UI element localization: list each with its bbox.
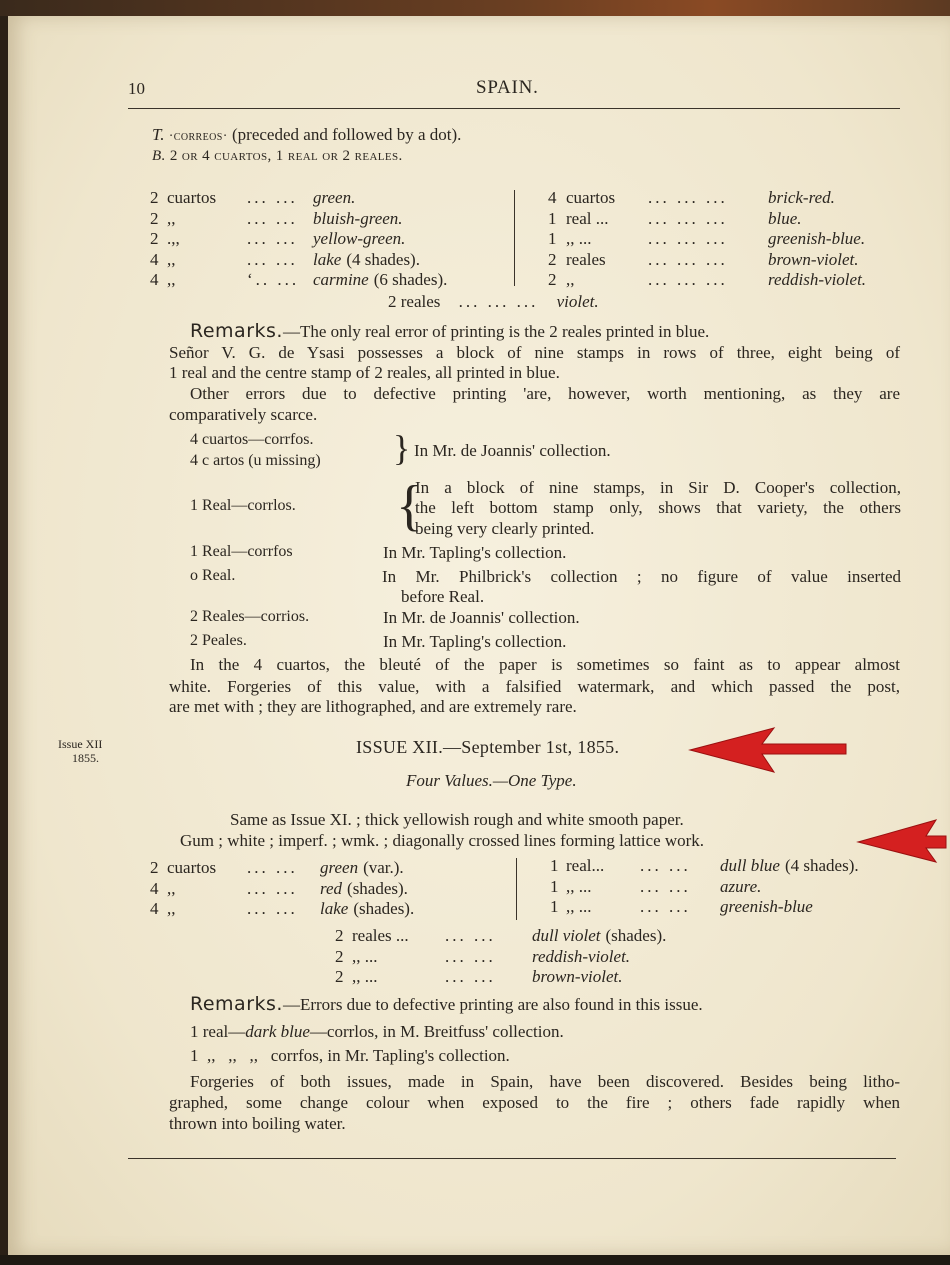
page-number: 10 [128, 79, 145, 98]
table1-left-row-leader-dots: ‘.. ... [247, 270, 300, 289]
remarks2-line1 [190, 993, 703, 1015]
table2-left-row-unit: ,, [167, 899, 176, 918]
error-note: In a block of nine stamps, in Sir D. Cooper's collection, [415, 478, 901, 497]
table2-left-row-leader-dots: ... ... [247, 858, 298, 877]
bleute-line3: are met with ; they are lithographed, and are extremely rare. [169, 697, 577, 716]
table2-left-row-leader-dots: ... ... [247, 878, 298, 898]
table1-left-row-unit: .,, [167, 229, 180, 248]
table2-bottom-row-color: dull violet [532, 926, 601, 945]
table2-left-row-color: green [320, 858, 359, 877]
remarks1-line3: 1 real and the centre stamp of 2 reales, all printed in blue. [169, 363, 560, 382]
table2-right-row-unit: ,, ... [566, 876, 592, 896]
table2-left-row-qty: 4 [150, 878, 159, 898]
table1-right-row-color: blue. [768, 208, 802, 228]
table2-left-row-note: (var.). [363, 858, 404, 877]
table1-left-row-color: green. [313, 188, 356, 207]
table1-left-row-qty: 2 [150, 188, 159, 207]
error-label: 2 Peales. [190, 632, 247, 649]
table2-left-row-qty: 4 [150, 899, 159, 918]
error-label: 1 Real—corrfos [190, 543, 293, 560]
table2-right-row-note: (4 shades). [784, 856, 859, 875]
leader-dots: ... ... ... [458, 292, 539, 311]
remarks1-line5: comparatively scarce. [169, 405, 318, 424]
error-label: 4 c artos (u missing) [190, 452, 321, 469]
table2-bottom-row-qty: 2 [335, 926, 344, 945]
red-arrow-2 [856, 818, 948, 864]
table2-bottom-row-unit: ,, ... [352, 946, 378, 966]
intro-b-line [152, 148, 403, 165]
error-label: 4 cuartos—corrfos. [190, 431, 314, 448]
table2-bottom-row-leader-dots: ... ... [445, 946, 496, 966]
table2-left-row-unit: cuartos [167, 858, 217, 877]
table1-left-row-note: (4 shades). [346, 249, 420, 269]
t-correos: ·correos· [168, 129, 228, 144]
table2-divider [516, 858, 517, 920]
error-note: being very clearly printed. [415, 519, 595, 538]
table1-right-row-unit: cuartos [566, 188, 616, 207]
table2-right-row-qty: 1 [550, 876, 559, 896]
table1-left-row-qty: 4 [150, 270, 159, 289]
t-label: T. [152, 125, 165, 144]
error-note: In Mr. Tapling's collection. [383, 543, 567, 562]
table2-right-row-qty: 1 [550, 856, 559, 875]
bleute-line2: white. Forgeries of this value, with a falsified watermark, and which passed the post, [169, 677, 900, 696]
table1-right-row-qty: 1 [548, 229, 557, 248]
table1-left-row-qty: 4 [150, 249, 159, 269]
error-note: In Mr. de Joannis' collection. [383, 608, 580, 627]
table1-right-row-unit: ,, [566, 270, 575, 289]
table2-right-row-unit: ,, ... [566, 897, 592, 916]
table2-left-row-note: (shades). [347, 878, 408, 898]
table1-right-row-color: greenish-blue. [768, 229, 866, 248]
error-note: In Mr. de Joannis' collection. [414, 441, 611, 460]
b-label: B. [152, 148, 166, 164]
table2-bottom-row-note: (shades). [605, 926, 667, 945]
remarks-heading: Remarks. [190, 993, 283, 1015]
table2-bottom-row-qty: 2 [335, 946, 344, 966]
table1-right-row-qty: 2 [548, 270, 557, 289]
table1-right-row-unit: reales [566, 249, 606, 269]
item1-pre: 1 real— [190, 1022, 246, 1041]
bleute-line1: In the 4 cuartos, the bleuté of the paper is sometimes so faint as to appear almost [190, 655, 900, 674]
table1-right-row-leader-dots: ... ... ... [648, 229, 728, 248]
item1-italic: dark blue [245, 1022, 310, 1041]
table2-left-row-color: red [320, 878, 343, 898]
table2-left-row-qty: 2 [150, 858, 159, 877]
table2-right-row-color: dull blue [720, 856, 780, 875]
table1-left-row-qty: 2 [150, 229, 159, 248]
table2-right-row-color: azure. [720, 876, 762, 896]
error-note: before Real. [401, 587, 485, 606]
table1-right-row-color: brick-red. [768, 188, 835, 207]
table2-bottom-row-leader-dots: ... ... [445, 967, 496, 986]
table2-bottom-row-qty: 2 [335, 967, 344, 986]
intro-t-line [152, 125, 461, 145]
brace: } [393, 428, 411, 468]
error-label: o Real. [190, 567, 236, 584]
table2-left-row-leader-dots: ... ... [247, 899, 298, 918]
remarks2-item1 [190, 1022, 564, 1042]
brace: { [396, 475, 423, 537]
table2-bottom-row-leader-dots: ... ... [445, 926, 496, 945]
color-name: violet. [556, 292, 599, 311]
error-label: 1 Real—corrlos. [190, 497, 296, 514]
table1-left-row-unit: ,, [167, 208, 176, 228]
table2-bottom-row-unit: ,, ... [352, 967, 378, 986]
table1-left-row-qty: 2 [150, 208, 159, 228]
table2-right-row-leader-dots: ... ... [640, 897, 691, 916]
table2-left-row-note: (shades). [353, 899, 415, 918]
red-arrow-1 [688, 726, 848, 774]
table1-left-row-color: carmine [313, 270, 369, 289]
table2-bottom-row-color: reddish-violet. [532, 946, 631, 966]
table1-left-row-color: bluish-green. [313, 208, 403, 228]
table1-left-row-unit: ,, [167, 270, 176, 289]
issue-desc2: Gum ; white ; imperf. ; wmk. ; diagonally crossed lines forming lattice work. [180, 831, 705, 850]
table1-right-row-leader-dots: ... ... ... [648, 188, 728, 207]
table2-bottom-row-unit: reales ... [352, 926, 409, 945]
table1-left-row-unit: cuartos [167, 188, 217, 207]
table2-right-row-color: greenish-blue [720, 897, 813, 916]
table1-right-row-qty: 1 [548, 208, 557, 228]
remarks1-line1 [190, 320, 900, 342]
qty: 2 [388, 292, 397, 311]
error-note: the left bottom stamp only, shows that variety, the others [415, 498, 901, 517]
table2-right-row-leader-dots: ... ... [640, 876, 691, 896]
table1-right-row-leader-dots: ... ... ... [648, 249, 728, 269]
error-label: 2 Reales—corrios. [190, 608, 310, 625]
closing-line1: Forgeries of both issues, made in Spain, have been discovered. Besides being litho- [190, 1072, 900, 1091]
remarks2-text: —Errors due to defective printing are also found in this issue. [282, 995, 703, 1014]
margin-note-year: 1855. [72, 751, 99, 765]
table1-left-row-color: yellow-green. [313, 229, 406, 248]
issue-title: ISSUE XII.—September 1st, 1855. [356, 737, 620, 757]
table2-right-row-qty: 1 [550, 897, 559, 916]
table1-right-row-unit: ,, ... [566, 229, 592, 248]
page-title: SPAIN. [476, 77, 539, 98]
closing-line2: graphed, some change colour when exposed to the fire ; others fade rapidly when [169, 1093, 900, 1112]
bottom-binding-edge [0, 1255, 950, 1265]
table2-right-row-leader-dots: ... ... [640, 856, 691, 875]
table1-left-row-unit: ,, [167, 249, 176, 269]
table1-right-row-color: reddish-violet. [768, 270, 867, 289]
closing-line3: thrown into boiling water. [169, 1114, 346, 1133]
table1-left-row-leader-dots: ... ... [247, 249, 298, 269]
table1-right-row-leader-dots: ... ... ... [648, 270, 728, 289]
table2-left-row-unit: ,, [167, 878, 176, 898]
table1-bottom-row [388, 292, 599, 312]
unit: reales [400, 292, 441, 311]
table1-left-row-color: lake [313, 249, 342, 269]
table1-left-row-leader-dots: ... ... [247, 229, 298, 248]
error-note: In Mr. Tapling's collection. [383, 632, 567, 651]
table1-right-row-color: brown-violet. [768, 249, 859, 269]
remarks1-line4: Other errors due to defective printing 'are, however, worth mentioning, as they are [190, 384, 900, 403]
remarks1-text: —The only real error of printing is the 2 reales printed in blue. [282, 322, 710, 341]
table1-right-row-qty: 2 [548, 249, 557, 269]
issue-subtitle: Four Values.—One Type. [406, 771, 577, 790]
table2-bottom-row-color: brown-violet. [532, 967, 623, 986]
table1-right-row-qty: 4 [548, 188, 557, 207]
b-text: 2 or 4 cuartos, 1 real or 2 reales. [169, 148, 403, 164]
table1-left-row-note: (6 shades). [373, 270, 448, 289]
margin-note-issue: Issue XII [58, 737, 103, 751]
header-rule [128, 108, 900, 109]
footer-rule [128, 1158, 896, 1159]
table1-left-row-leader-dots: ... ... [247, 208, 298, 228]
table1-right-row-unit: real ... [566, 208, 609, 228]
remarks1-line2: Señor V. G. de Ysasi possesses a block of nine stamps in rows of three, eight being of [169, 343, 900, 362]
top-binding-edge [0, 0, 950, 16]
remarks-heading: Remarks. [190, 320, 283, 342]
item1-post: —corrlos, in M. Breitfuss' collection. [309, 1022, 564, 1041]
table1-divider [514, 190, 515, 286]
table1-right-row-leader-dots: ... ... ... [648, 208, 728, 228]
t-text: (preceded and followed by a dot). [232, 125, 462, 144]
table1-left-row-leader-dots: ... ... [247, 188, 298, 207]
remarks2-item2: 1 ,, ,, ,, corrfos, in Mr. Tapling's collection. [190, 1046, 510, 1065]
error-note: In Mr. Philbrick's collection ; no figure of value inserted [382, 567, 901, 586]
table2-right-row-unit: real... [566, 856, 605, 875]
issue-desc1: Same as Issue XI. ; thick yellowish rough and white smooth paper. [230, 810, 684, 829]
table2-left-row-color: lake [320, 899, 349, 918]
